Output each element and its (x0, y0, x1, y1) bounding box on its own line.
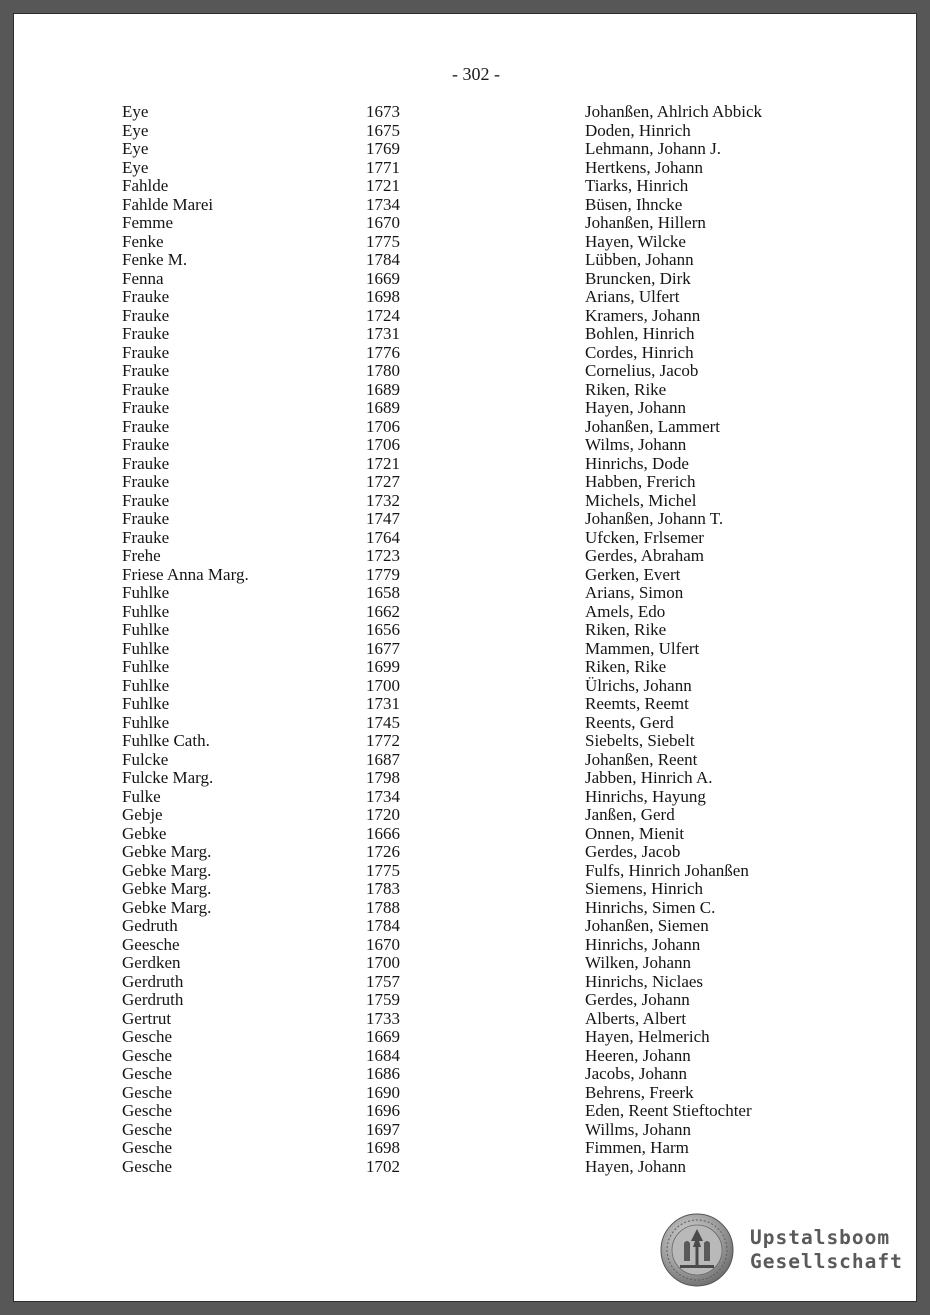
entry-name: Frauke (122, 342, 170, 362)
entry-row (0, 1010, 930, 1029)
entry-year: 1724 (366, 305, 400, 325)
entry-year: 1720 (366, 805, 400, 824)
entry-year: 1723 (366, 546, 400, 565)
entry-spouse: Siebelts, Siebelt (585, 731, 695, 750)
entry-name: Fuhlke (122, 675, 170, 695)
entry-spouse: Heeren, Johann (585, 1045, 691, 1065)
entry-row (0, 862, 930, 881)
entry-spouse: Riken, Rike (585, 620, 667, 639)
entry-year: 1776 (366, 342, 400, 362)
entry-year: 1706 (366, 435, 400, 454)
entry-name: Fuhlke (122, 694, 170, 713)
entry-row (0, 177, 930, 196)
entry-spouse: Jabben, Hinrich A. (585, 768, 713, 787)
entry-name: Frauke (122, 527, 170, 547)
entry-spouse: Ufcken, Frlsemer (585, 527, 704, 547)
entry-row (0, 362, 930, 381)
entry-name: Fuhlke (122, 601, 170, 621)
entry-spouse: Gerdes, Abraham (585, 546, 704, 565)
entry-name: Frauke (122, 398, 170, 417)
entry-year: 1699 (366, 657, 400, 676)
entry-year: 1677 (366, 638, 400, 658)
entry-name: Gesche (122, 1156, 173, 1176)
entry-spouse: Amels, Edo (585, 601, 666, 621)
entry-row (0, 936, 930, 955)
entry-year: 1731 (366, 324, 400, 343)
entry-year: 1759 (366, 990, 400, 1009)
entry-year: 1702 (366, 1156, 400, 1176)
entry-row (0, 751, 930, 770)
upstalsboom-seal-icon (660, 1213, 734, 1287)
entry-row (0, 899, 930, 918)
entry-spouse: Johanßen, Lammert (585, 416, 721, 436)
entry-spouse: Willms, Johann (585, 1119, 692, 1139)
entry-name: Eye (122, 120, 149, 140)
entry-year: 1666 (366, 823, 400, 843)
entry-name: Fuhlke (122, 583, 170, 602)
entry-year: 1684 (366, 1045, 400, 1065)
entry-name: Geesche (122, 934, 180, 954)
entry-spouse: Johanßen, Johann T. (585, 509, 724, 528)
entry-spouse: Wilken, Johann (585, 953, 692, 972)
entry-row (0, 325, 930, 344)
entry-spouse: Fimmen, Harm (585, 1138, 689, 1157)
entry-year: 1734 (366, 194, 400, 214)
entry-row (0, 159, 930, 178)
entry-year: 1698 (366, 1138, 400, 1157)
page-number: - 302 - (452, 64, 500, 84)
entry-year: 1779 (366, 564, 400, 584)
entry-name: Fulcke (122, 749, 169, 769)
entry-row (0, 492, 930, 511)
entry-row (0, 510, 930, 529)
entry-row (0, 214, 930, 233)
entry-year: 1733 (366, 1008, 400, 1028)
entry-year: 1726 (366, 842, 400, 861)
entry-row (0, 621, 930, 640)
entry-spouse: Wilms, Johann (585, 435, 687, 454)
entry-spouse: Jacobs, Johann (585, 1064, 687, 1083)
entry-spouse: Habben, Frerich (585, 472, 696, 491)
entry-name: Gertrut (122, 1008, 172, 1028)
entry-spouse: Hinrichs, Hayung (585, 786, 706, 806)
entry-spouse: Johanßen, Ahlrich Abbick (585, 102, 763, 121)
entry-row (0, 547, 930, 566)
entry-year: 1673 (366, 102, 400, 121)
entry-year: 1697 (366, 1119, 400, 1139)
entry-year: 1747 (366, 509, 400, 528)
entry-name: Gerdruth (122, 971, 184, 991)
entry-spouse: Lehmann, Johann J. (585, 139, 721, 158)
entry-name: Frauke (122, 472, 170, 491)
entry-spouse: Bohlen, Hinrich (585, 324, 695, 343)
entry-name: Fahlde (122, 176, 169, 195)
entry-spouse: Johanßen, Siemen (585, 916, 709, 935)
entry-name: Gerdken (122, 953, 181, 972)
entry-name: Gedruth (122, 916, 178, 935)
entry-row (0, 1121, 930, 1140)
entry-row (0, 954, 930, 973)
entry-name: Frauke (122, 379, 170, 399)
entry-name: Gesche (122, 1064, 173, 1083)
entry-name: Gesche (122, 1138, 173, 1157)
entry-name: Frauke (122, 324, 170, 343)
entry-name: Gebke Marg. (122, 897, 212, 917)
entry-name: Gesche (122, 1027, 173, 1046)
entry-name: Frauke (122, 435, 170, 454)
entry-name: Frehe (122, 546, 161, 565)
entry-row (0, 344, 930, 363)
entry-spouse: Alberts, Albert (585, 1008, 687, 1028)
entry-row (0, 270, 930, 289)
entry-row (0, 140, 930, 159)
entry-row (0, 769, 930, 788)
entry-row (0, 1028, 930, 1047)
entry-spouse: Hinrichs, Johann (585, 934, 701, 954)
entry-year: 1696 (366, 1101, 400, 1120)
entry-row (0, 677, 930, 696)
entry-row (0, 825, 930, 844)
entry-spouse: Hinrichs, Simen C. (585, 897, 716, 917)
entry-name: Gebke Marg. (122, 842, 212, 861)
entry-name: Gesche (122, 1101, 173, 1120)
entry-name: Fulcke Marg. (122, 768, 214, 787)
entry-spouse: Fulfs, Hinrich Johanßen (585, 860, 749, 880)
entry-row (0, 695, 930, 714)
entry-spouse: Hayen, Wilcke (585, 231, 686, 251)
brand-line-2: Gesellschaft (750, 1250, 903, 1273)
entry-row (0, 917, 930, 936)
entry-list (0, 103, 930, 1176)
entry-spouse: Hayen, Johann (585, 398, 687, 417)
entry-row (0, 806, 930, 825)
entry-spouse: Johanßen, Hillern (585, 213, 706, 232)
entry-spouse: Cordes, Hinrich (585, 342, 694, 362)
entry-name: Gesche (122, 1082, 173, 1102)
entry-row (0, 1047, 930, 1066)
entry-year: 1662 (366, 601, 400, 621)
entry-row (0, 399, 930, 418)
entry-name: Frauke (122, 287, 170, 306)
entry-year: 1775 (366, 231, 400, 251)
entry-year: 1757 (366, 971, 400, 991)
entry-row (0, 418, 930, 437)
entry-row (0, 991, 930, 1010)
entry-name: Fuhlke (122, 657, 170, 676)
entry-year: 1734 (366, 786, 400, 806)
entry-row (0, 584, 930, 603)
entry-year: 1798 (366, 768, 400, 787)
entry-year: 1721 (366, 453, 400, 473)
entry-year: 1687 (366, 749, 400, 769)
entry-name: Friese Anna Marg. (122, 564, 249, 584)
entry-spouse: Ülrichs, Johann (585, 675, 692, 695)
entry-spouse: Hertkens, Johann (585, 157, 704, 177)
entry-row (0, 640, 930, 659)
entry-row (0, 880, 930, 899)
entry-row (0, 1084, 930, 1103)
entry-spouse: Janßen, Gerd (585, 805, 675, 824)
entry-row (0, 1102, 930, 1121)
entry-spouse: Lübben, Johann (585, 250, 694, 269)
entry-year: 1764 (366, 527, 400, 547)
brand-line-1: Upstalsboom (750, 1226, 891, 1249)
entry-spouse: Mammen, Ulfert (585, 638, 700, 658)
entry-name: Fenke (122, 231, 164, 251)
entry-row (0, 732, 930, 751)
entry-row (0, 843, 930, 862)
entry-row (0, 381, 930, 400)
entry-spouse: Hinrichs, Niclaes (585, 971, 704, 991)
entry-spouse: Michels, Michel (585, 490, 697, 510)
entry-year: 1675 (366, 120, 400, 140)
entry-year: 1784 (366, 916, 400, 935)
entry-name: Gebke (122, 823, 167, 843)
entry-name: Femme (122, 213, 173, 232)
entry-name: Fuhlke (122, 638, 170, 658)
entry-name: Fahlde Marei (122, 194, 214, 214)
entry-year: 1772 (366, 731, 400, 750)
entry-spouse: Johanßen, Reent (585, 749, 698, 769)
entry-row (0, 1139, 930, 1158)
entry-year: 1727 (366, 472, 400, 491)
entry-name: Gebje (122, 805, 163, 824)
entry-name: Fuhlke Cath. (122, 731, 210, 750)
entry-year: 1771 (366, 157, 400, 177)
entry-year: 1731 (366, 694, 400, 713)
entry-spouse: Gerken, Evert (585, 564, 681, 584)
entry-name: Gebke Marg. (122, 879, 212, 898)
entry-row (0, 122, 930, 141)
entry-row (0, 658, 930, 677)
entry-name: Fenke M. (122, 250, 188, 269)
entry-spouse: Behrens, Freerk (585, 1082, 694, 1102)
entry-row (0, 288, 930, 307)
entry-row (0, 788, 930, 807)
entry-spouse: Büsen, Ihncke (585, 194, 683, 214)
entry-name: Frauke (122, 416, 170, 436)
entry-year: 1721 (366, 176, 400, 195)
entry-year: 1769 (366, 139, 400, 158)
entry-spouse: Onnen, Mienit (585, 823, 685, 843)
entry-row (0, 473, 930, 492)
entry-year: 1689 (366, 379, 400, 399)
entry-year: 1706 (366, 416, 400, 436)
entry-name: Frauke (122, 509, 170, 528)
entry-spouse: Hayen, Helmerich (585, 1027, 710, 1046)
entry-spouse: Reents, Gerd (585, 712, 674, 732)
entry-spouse: Eden, Reent Stieftochter (585, 1101, 752, 1120)
entry-year: 1669 (366, 1027, 400, 1046)
entry-spouse: Doden, Hinrich (585, 120, 691, 140)
entry-spouse: Hayen, Johann (585, 1156, 687, 1176)
entry-name: Fenna (122, 268, 164, 288)
entry-year: 1700 (366, 953, 400, 972)
entry-spouse: Reemts, Reemt (585, 694, 689, 713)
entry-name: Gesche (122, 1045, 173, 1065)
entry-spouse: Arians, Ulfert (585, 287, 680, 306)
entry-spouse: Bruncken, Dirk (585, 268, 691, 288)
entry-row (0, 1158, 930, 1177)
entry-year: 1780 (366, 361, 400, 380)
entry-year: 1700 (366, 675, 400, 695)
entry-name: Fuhlke (122, 620, 170, 639)
entry-name: Eye (122, 139, 149, 158)
entry-year: 1732 (366, 490, 400, 510)
entry-spouse: Cornelius, Jacob (585, 361, 699, 380)
publisher-brand (750, 1226, 903, 1274)
entry-spouse: Kramers, Johann (585, 305, 701, 325)
entry-spouse: Siemens, Hinrich (585, 879, 704, 898)
entry-year: 1669 (366, 268, 400, 288)
entry-spouse: Arians, Simon (585, 583, 684, 602)
entry-name: Eye (122, 102, 149, 121)
entry-row (0, 251, 930, 270)
entry-row (0, 307, 930, 326)
entry-name: Fuhlke (122, 712, 170, 732)
entry-year: 1689 (366, 398, 400, 417)
entry-name: Gebke Marg. (122, 860, 212, 880)
entry-spouse: Gerdes, Jacob (585, 842, 681, 861)
entry-row (0, 603, 930, 622)
entry-name: Frauke (122, 490, 170, 510)
entry-name: Frauke (122, 453, 170, 473)
entry-spouse: Hinrichs, Dode (585, 453, 689, 473)
entry-row (0, 714, 930, 733)
entry-name: Gerdruth (122, 990, 184, 1009)
entry-row (0, 1065, 930, 1084)
entry-year: 1670 (366, 213, 400, 232)
entry-name: Gesche (122, 1119, 173, 1139)
entry-year: 1656 (366, 620, 400, 639)
entry-year: 1690 (366, 1082, 400, 1102)
entry-row (0, 566, 930, 585)
entry-row (0, 436, 930, 455)
entry-spouse: Riken, Rike (585, 379, 667, 399)
entry-name: Eye (122, 157, 149, 177)
entry-year: 1658 (366, 583, 400, 602)
entry-row (0, 103, 930, 122)
entry-year: 1788 (366, 897, 400, 917)
entry-year: 1775 (366, 860, 400, 880)
entry-name: Frauke (122, 305, 170, 325)
entry-name: Frauke (122, 361, 170, 380)
entry-year: 1784 (366, 250, 400, 269)
entry-row (0, 529, 930, 548)
entry-spouse: Riken, Rike (585, 657, 667, 676)
entry-year: 1698 (366, 287, 400, 306)
entry-spouse: Tiarks, Hinrich (585, 176, 689, 195)
entry-year: 1686 (366, 1064, 400, 1083)
entry-spouse: Gerdes, Johann (585, 990, 690, 1009)
entry-year: 1745 (366, 712, 400, 732)
entry-year: 1783 (366, 879, 400, 898)
entry-row (0, 233, 930, 252)
entry-row (0, 196, 930, 215)
entry-row (0, 455, 930, 474)
entry-year: 1670 (366, 934, 400, 954)
entry-name: Fulke (122, 786, 161, 806)
entry-row (0, 973, 930, 992)
